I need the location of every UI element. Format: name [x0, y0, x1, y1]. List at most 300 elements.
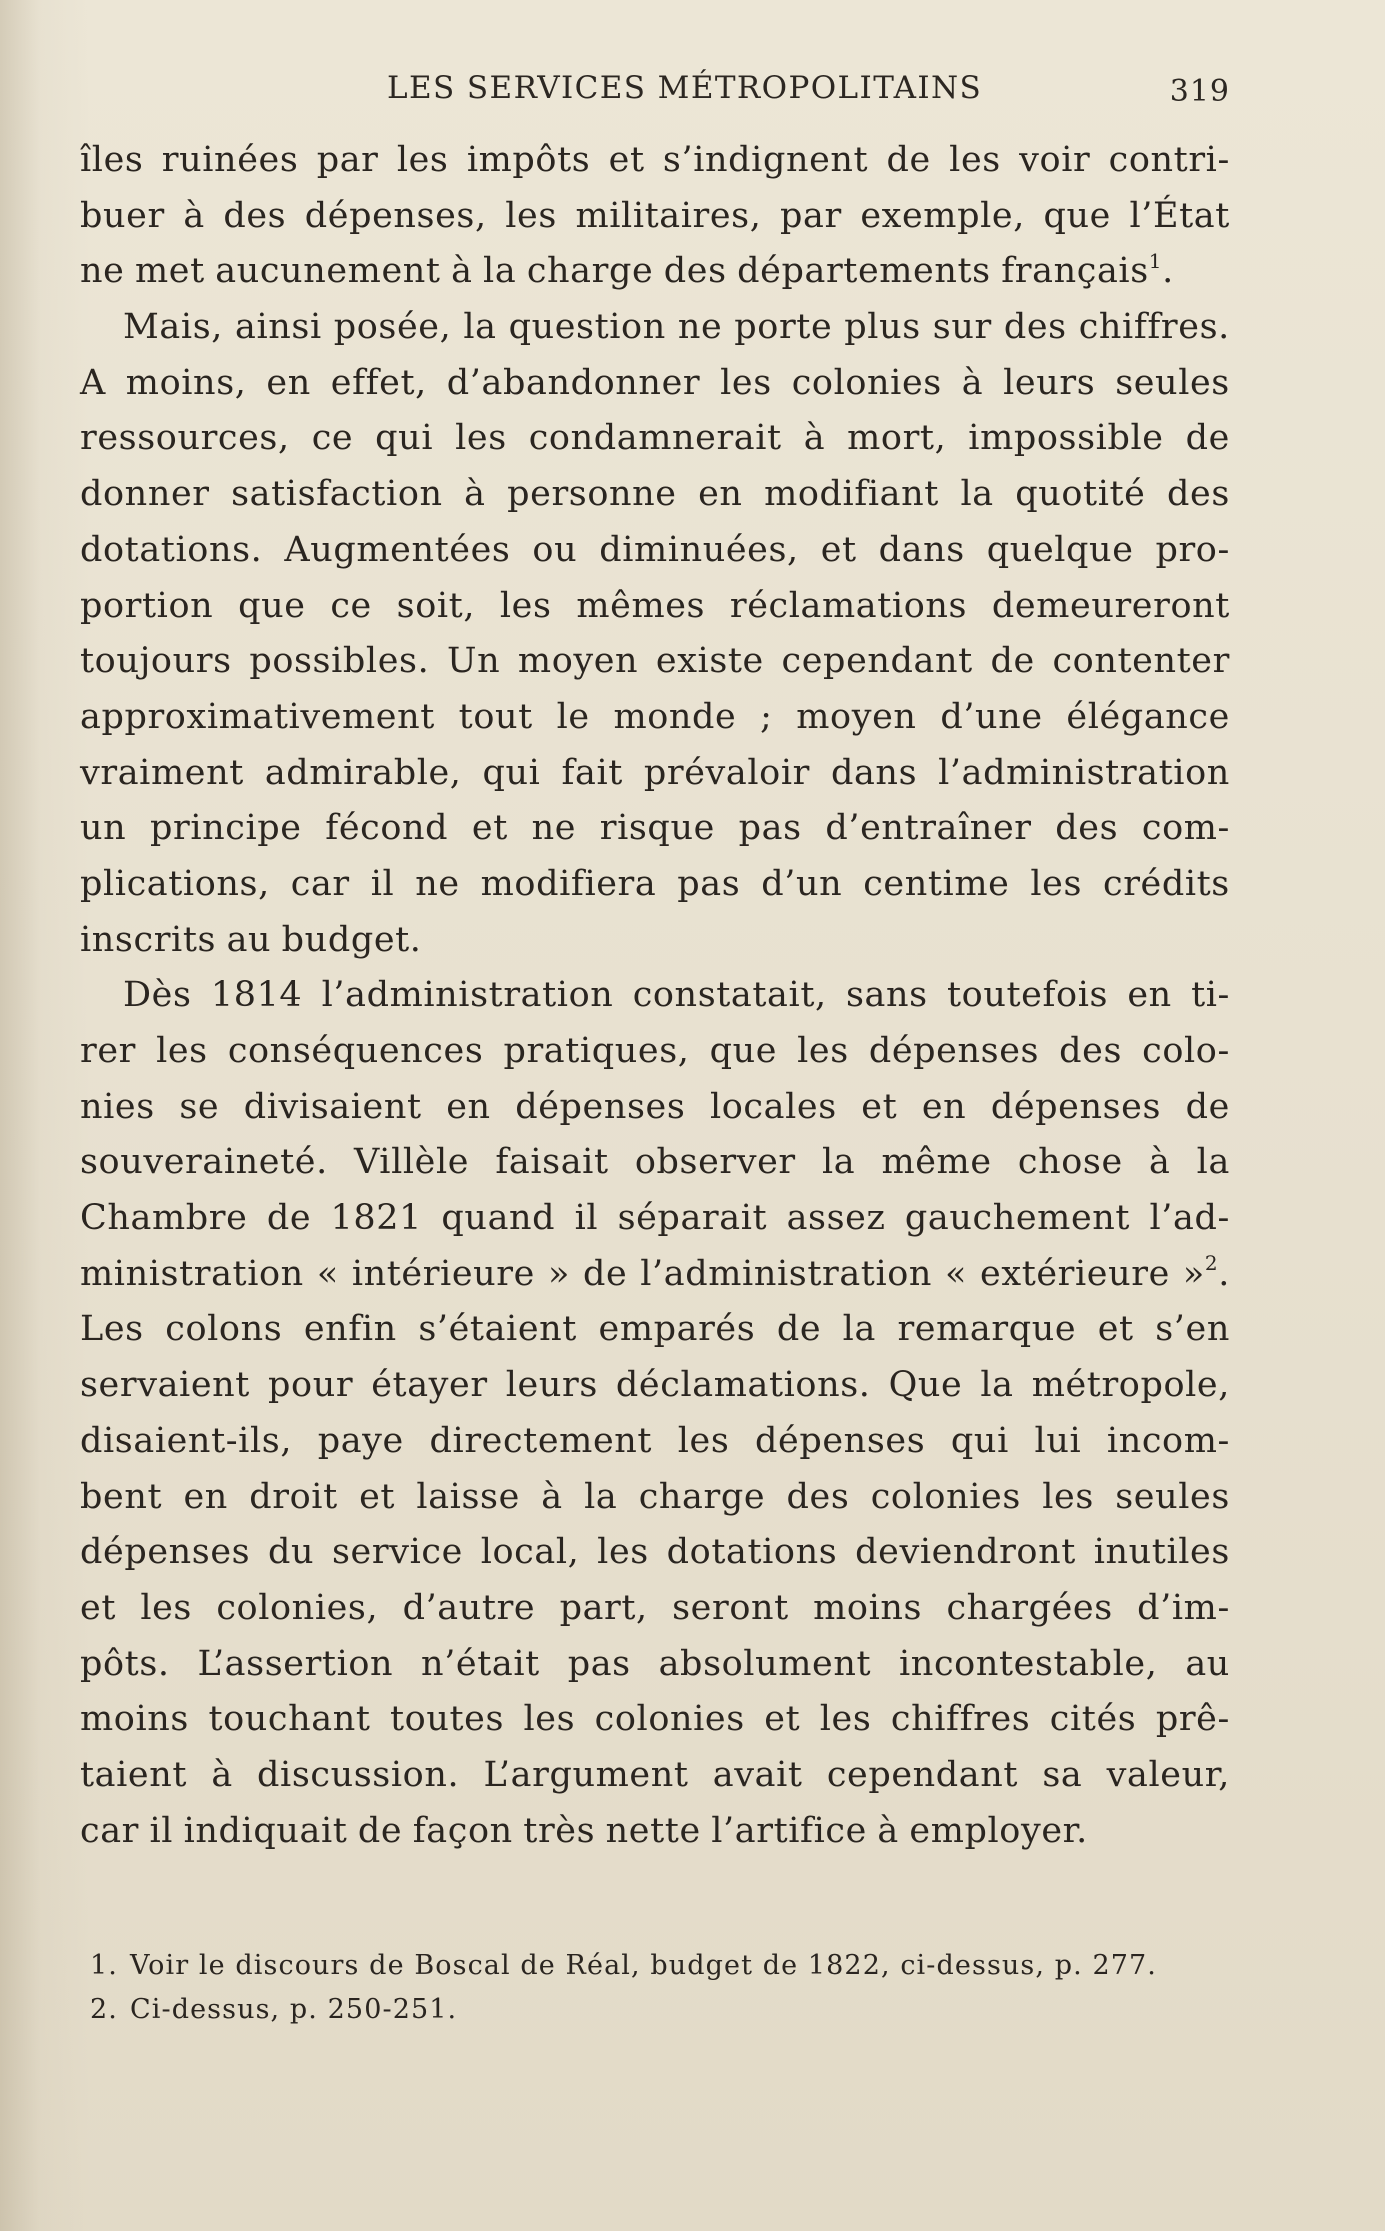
- word: taient: [80, 1754, 188, 1795]
- word: d’im-: [1137, 1587, 1230, 1628]
- word: et: [820, 529, 857, 570]
- word: réclamations: [729, 585, 968, 626]
- word: s’indignent: [662, 140, 869, 180]
- text-line: [80, 1031, 1230, 1087]
- word: demeureront: [991, 585, 1230, 626]
- word: qui: [482, 752, 541, 793]
- word: impôts: [466, 140, 591, 180]
- text-line: [80, 975, 1230, 1031]
- word: dans: [878, 529, 965, 570]
- word: employer.: [909, 1810, 1088, 1851]
- word: de: [990, 641, 1035, 682]
- word: portion: [80, 585, 214, 626]
- word: service: [332, 1532, 463, 1573]
- word: «: [945, 1253, 968, 1294]
- word: ruinées: [161, 140, 299, 180]
- word: voir: [1019, 140, 1091, 180]
- word: les: [505, 195, 557, 236]
- word: charge: [638, 1476, 766, 1517]
- word: les: [1030, 863, 1083, 904]
- word: soit,: [396, 585, 476, 626]
- word: moyen: [796, 696, 917, 737]
- word: chose: [1017, 1142, 1123, 1183]
- word: à: [183, 195, 205, 236]
- footnote-number: 2.: [90, 1994, 118, 2025]
- word: Dès: [123, 975, 192, 1016]
- footnote: [90, 1994, 1230, 2038]
- word: L’argument: [483, 1754, 689, 1795]
- word: dans: [830, 752, 918, 793]
- word: pas: [567, 1643, 631, 1684]
- word: intérieure: [351, 1253, 535, 1294]
- word: des: [786, 1476, 850, 1517]
- word: sur: [932, 307, 992, 348]
- word: chiffres: [890, 1699, 1031, 1740]
- word: L’assertion: [197, 1643, 394, 1684]
- word: enfin: [303, 1309, 397, 1350]
- word: Mais,: [123, 307, 223, 348]
- word: pro-: [1155, 529, 1230, 570]
- text-line: [80, 248, 1230, 307]
- text-line: [80, 307, 1230, 363]
- word: la: [463, 307, 497, 348]
- text-line: [80, 1644, 1230, 1700]
- word: incontestable,: [899, 1643, 1158, 1684]
- word: car: [290, 863, 350, 904]
- word: seules: [1115, 362, 1230, 403]
- word: que: [709, 1031, 778, 1071]
- word: diminuées,: [599, 529, 799, 570]
- word: prê-: [1155, 1699, 1230, 1740]
- word: l’administration: [321, 975, 614, 1016]
- word: »: [547, 1253, 570, 1294]
- text-line: [80, 1251, 1230, 1310]
- word: contenter: [1052, 641, 1230, 682]
- word: pas: [738, 808, 802, 849]
- word: moins: [813, 1587, 923, 1628]
- word: colonies,: [216, 1587, 379, 1628]
- word: crédits: [1103, 863, 1230, 904]
- word: métropole,: [1031, 1365, 1230, 1406]
- word: toutes: [390, 1699, 505, 1740]
- word: moins: [80, 1699, 189, 1740]
- text-line: [80, 641, 1230, 697]
- word: se: [179, 1086, 220, 1127]
- word: même: [881, 1142, 992, 1183]
- word: ce: [330, 585, 372, 626]
- word: assez: [786, 1198, 886, 1239]
- word: et: [1097, 1309, 1134, 1350]
- word: Que: [888, 1365, 963, 1406]
- word: ne: [677, 307, 723, 348]
- word: en: [446, 1086, 491, 1127]
- word: ne: [80, 251, 125, 292]
- word: »$^2$.: [1182, 1251, 1230, 1294]
- word: du: [268, 1532, 315, 1573]
- text-line: [80, 1532, 1230, 1588]
- word: plus: [844, 307, 921, 348]
- word: pratiques,: [503, 1031, 690, 1071]
- word: moins,: [125, 362, 247, 403]
- word: colons: [165, 1309, 283, 1350]
- word: au: [1185, 1643, 1230, 1684]
- word: à: [451, 251, 473, 292]
- word: s’étaient: [418, 1309, 577, 1350]
- word: très: [523, 1810, 596, 1851]
- word: exemple,: [860, 195, 1025, 236]
- word: de: [1185, 418, 1230, 459]
- word: cependant: [826, 1754, 1019, 1795]
- word: charge: [526, 251, 654, 292]
- word: ne: [415, 863, 460, 904]
- word: Augmentées: [284, 529, 511, 570]
- text-line: [80, 1477, 1230, 1533]
- word: inscrits: [80, 919, 217, 960]
- word: de: [1185, 1086, 1230, 1127]
- word: posée,: [333, 307, 452, 348]
- word: par: [780, 195, 842, 236]
- word: les: [499, 585, 552, 626]
- word: et: [359, 1476, 396, 1517]
- word: condamnerait: [528, 418, 782, 459]
- word: et: [471, 808, 508, 849]
- word: à: [961, 362, 984, 403]
- word: départements: [737, 251, 991, 292]
- word: des: [1167, 474, 1230, 515]
- word: élégance: [1066, 696, 1230, 737]
- word: pour: [268, 1365, 354, 1406]
- word: ;: [760, 696, 773, 737]
- word: dépenses,: [304, 195, 487, 236]
- word: n’était: [421, 1643, 540, 1684]
- word: ressources,: [80, 418, 290, 459]
- word: la: [960, 474, 994, 515]
- word: les: [819, 1699, 872, 1740]
- word: buer: [80, 195, 165, 236]
- word: ce: [311, 418, 354, 459]
- word: les: [677, 1420, 730, 1461]
- word: chargées: [946, 1587, 1113, 1628]
- word: leurs: [1003, 362, 1096, 403]
- word: remarque: [897, 1309, 1077, 1350]
- footnote-number: 1.: [90, 1950, 118, 1981]
- text-line: [80, 140, 1230, 196]
- word: il: [574, 1198, 599, 1239]
- word: dépenses: [80, 1532, 251, 1573]
- word: en: [183, 1476, 228, 1517]
- text-line: [80, 1198, 1230, 1254]
- text-line: [80, 1365, 1230, 1421]
- word: moyen: [517, 641, 639, 682]
- word: A: [80, 362, 106, 403]
- running-title: LES SERVICES MÉTROPOLITAINS: [387, 70, 983, 106]
- word: 1814: [210, 975, 303, 1016]
- word: Villèle: [354, 1142, 470, 1183]
- word: disaient-ils,: [80, 1420, 293, 1461]
- text-line: [80, 586, 1230, 642]
- word: lui: [1034, 1420, 1082, 1461]
- word: inutiles: [1093, 1532, 1230, 1573]
- word: en: [266, 362, 311, 403]
- word: extérieure: [980, 1253, 1170, 1294]
- word: pas: [677, 863, 741, 904]
- word: d’autre: [402, 1587, 536, 1628]
- text-line: [80, 1142, 1230, 1198]
- footnote-ref: 1: [1148, 248, 1163, 273]
- word: locales: [709, 1086, 837, 1127]
- word: les: [140, 1587, 192, 1628]
- word: 1821: [330, 1198, 423, 1239]
- word: de: [357, 1810, 403, 1851]
- word: valeur,: [1106, 1754, 1230, 1795]
- word: nette: [605, 1810, 701, 1851]
- word: centime: [863, 863, 1010, 904]
- word: des: [1059, 1031, 1123, 1071]
- word: d’abandonner: [446, 362, 701, 403]
- word: français$^1$.: [1001, 248, 1174, 292]
- word: risque: [599, 808, 715, 849]
- word: au: [226, 919, 272, 960]
- word: l’artifice: [711, 1810, 867, 1851]
- word: contri-: [1108, 140, 1230, 180]
- text-line: [80, 196, 1230, 252]
- word: «: [316, 1253, 339, 1294]
- word: et: [80, 1587, 116, 1628]
- word: en: [1127, 975, 1172, 1016]
- word: deviendront: [855, 1532, 1076, 1573]
- word: dépenses: [990, 1086, 1162, 1127]
- word: les: [523, 1699, 576, 1740]
- word: prévaloir: [643, 752, 810, 793]
- word: personne: [507, 474, 677, 515]
- footnote-ref: 2: [1204, 1251, 1219, 1276]
- word: part,: [559, 1587, 648, 1628]
- word: dépenses: [515, 1086, 686, 1127]
- word: donner: [80, 474, 210, 515]
- word: modifiant: [764, 474, 939, 515]
- word: observer: [634, 1142, 796, 1183]
- word: admirable,: [264, 752, 462, 793]
- word: d’un: [761, 863, 843, 904]
- word: com-: [1141, 808, 1230, 849]
- text-line: [80, 808, 1230, 864]
- word: les: [720, 362, 772, 403]
- word: de: [266, 1198, 312, 1239]
- word: rer: [80, 1031, 136, 1071]
- word: ti-: [1191, 975, 1230, 1016]
- word: chiffres.: [1078, 307, 1230, 348]
- word: l’État: [1129, 195, 1230, 236]
- word: les: [949, 140, 1001, 180]
- word: quotité: [1015, 474, 1146, 515]
- word: les: [1042, 1476, 1094, 1517]
- text-line: [80, 418, 1230, 474]
- word: absolument: [658, 1643, 872, 1684]
- word: des: [663, 251, 727, 292]
- word: colonies: [870, 1476, 1021, 1517]
- word: des: [1055, 808, 1119, 849]
- text-line: [80, 1588, 1230, 1644]
- word: car: [80, 1810, 139, 1851]
- word: que: [238, 585, 306, 626]
- word: aucunement: [215, 251, 441, 292]
- text-line: [80, 920, 1230, 976]
- word: il: [370, 863, 395, 904]
- word: les: [797, 1031, 849, 1071]
- text-line: [80, 864, 1230, 920]
- word: existe: [655, 641, 764, 682]
- text-line: [80, 1421, 1230, 1477]
- word: qui: [375, 418, 434, 459]
- word: de: [582, 1253, 628, 1294]
- word: possibles.: [249, 641, 430, 682]
- word: satisfaction: [231, 474, 443, 515]
- word: paye: [317, 1420, 404, 1461]
- body-text: [80, 140, 1230, 1866]
- page-header: [80, 70, 1230, 120]
- word: militaires,: [575, 195, 762, 236]
- word: indiquait: [183, 1810, 348, 1851]
- word: séparait: [617, 1198, 768, 1239]
- word: étayer: [371, 1365, 488, 1406]
- footnotes: [90, 1950, 1230, 2038]
- word: Un: [446, 641, 501, 682]
- word: les: [597, 1532, 649, 1573]
- word: que: [1043, 195, 1111, 236]
- word: dotations.: [80, 529, 263, 570]
- word: tout: [458, 696, 533, 737]
- word: principe: [150, 808, 302, 849]
- word: nies: [80, 1086, 155, 1127]
- word: fécond: [325, 808, 449, 849]
- word: seules: [1115, 1476, 1230, 1517]
- word: des: [223, 195, 287, 236]
- word: sa: [1042, 1754, 1083, 1795]
- word: dépenses: [868, 1031, 1040, 1071]
- word: s’en: [1155, 1309, 1230, 1350]
- word: des: [1003, 307, 1067, 348]
- word: l’administration: [938, 752, 1230, 793]
- footnote-text: Ci-dessus, p. 250-251.: [130, 1994, 458, 2025]
- word: à: [464, 474, 486, 515]
- word: Chambre: [80, 1198, 248, 1239]
- word: d’entraîner: [825, 808, 1032, 849]
- word: ne: [531, 808, 577, 849]
- word: souveraineté.: [80, 1142, 328, 1183]
- word: à: [877, 1810, 899, 1851]
- word: d’une: [940, 696, 1043, 737]
- word: de: [776, 1309, 822, 1350]
- word: gauchement: [904, 1198, 1131, 1239]
- word: monde: [613, 696, 737, 737]
- word: seront: [672, 1587, 789, 1628]
- word: colo-: [1142, 1031, 1230, 1071]
- word: impossible: [968, 418, 1164, 459]
- word: îles: [80, 140, 144, 180]
- text-line: [80, 1755, 1230, 1811]
- word: l’administration: [640, 1253, 933, 1294]
- word: laisse: [416, 1476, 520, 1517]
- text-line: [80, 753, 1230, 809]
- word: il: [149, 1810, 174, 1851]
- word: leurs: [505, 1365, 598, 1406]
- word: bent: [80, 1476, 163, 1517]
- word: à: [803, 418, 826, 459]
- word: la: [483, 251, 517, 292]
- word: en: [921, 1086, 967, 1127]
- word: la: [980, 1365, 1014, 1406]
- word: discussion.: [257, 1754, 460, 1795]
- word: local,: [480, 1532, 580, 1573]
- word: colonies: [594, 1699, 745, 1740]
- word: et: [861, 1086, 898, 1127]
- word: divisaient: [243, 1086, 422, 1127]
- word: en: [698, 474, 743, 515]
- word: quelque: [986, 529, 1134, 570]
- word: la: [842, 1309, 876, 1350]
- word: de: [886, 140, 931, 180]
- word: emparés: [598, 1309, 756, 1350]
- word: cependant: [781, 641, 973, 682]
- word: par: [316, 140, 379, 180]
- word: touchant: [208, 1699, 371, 1740]
- word: toujours: [80, 641, 232, 682]
- text-line: [80, 1087, 1230, 1143]
- word: plications,: [80, 863, 270, 904]
- word: toutefois: [947, 975, 1109, 1016]
- text-line: [80, 1309, 1230, 1365]
- word: conséquences: [227, 1031, 484, 1071]
- word: sans: [846, 975, 928, 1016]
- word: ou: [532, 529, 578, 570]
- word: question: [508, 307, 666, 348]
- text-line: [80, 474, 1230, 530]
- word: colonies: [791, 362, 942, 403]
- word: façon: [412, 1810, 513, 1851]
- text-line: [80, 1811, 1230, 1867]
- word: la: [1196, 1142, 1230, 1183]
- word: un: [80, 808, 127, 849]
- word: cités: [1049, 1699, 1137, 1740]
- text-line: [80, 1699, 1230, 1755]
- word: fait: [561, 752, 623, 793]
- footnote-text: Voir le discours de Boscal de Réal, budget de 1822, ci-dessus, p. 277.: [130, 1950, 1157, 1981]
- word: à: [211, 1754, 233, 1795]
- page-number: 319: [1169, 74, 1230, 109]
- word: déclamations.: [615, 1365, 871, 1406]
- footnote: [90, 1950, 1230, 1994]
- text-line: [80, 363, 1230, 419]
- word: les: [455, 418, 507, 459]
- word: Les: [80, 1309, 144, 1350]
- word: l’ad-: [1149, 1198, 1230, 1239]
- word: constatait,: [632, 975, 827, 1016]
- word: dépenses: [755, 1420, 926, 1461]
- word: et: [608, 140, 645, 180]
- word: la: [584, 1476, 618, 1517]
- word: les: [156, 1031, 208, 1071]
- word: dotations: [666, 1532, 838, 1573]
- word: approximativement: [80, 696, 435, 737]
- word: budget.: [281, 919, 422, 960]
- word: qui: [950, 1420, 1009, 1461]
- word: ministration: [80, 1253, 304, 1294]
- word: ainsi: [234, 307, 322, 348]
- word: mêmes: [576, 585, 706, 626]
- word: porte: [734, 307, 833, 348]
- word: effet,: [330, 362, 427, 403]
- word: directement: [429, 1420, 653, 1461]
